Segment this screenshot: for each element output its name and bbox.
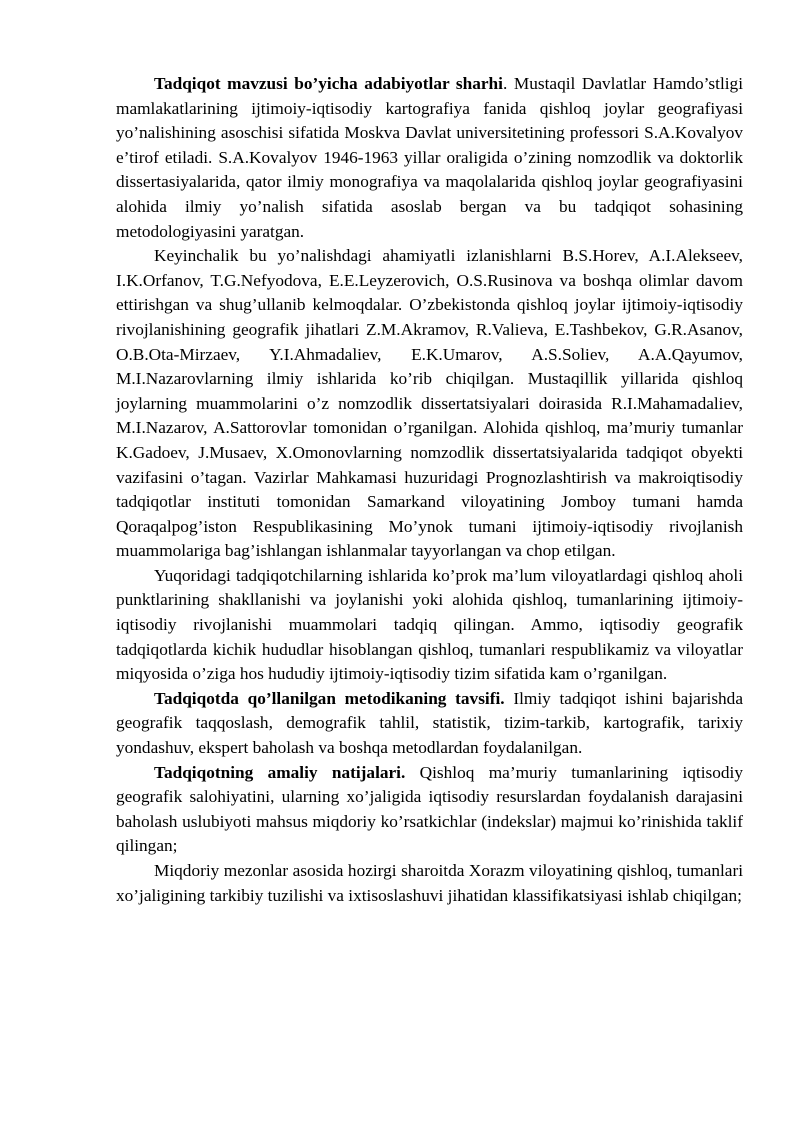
paragraph-methodology bbox=[116, 687, 743, 761]
paragraph-heading: Tadqiqotning amaliy natijalari. bbox=[154, 762, 406, 782]
paragraph-research-gaps bbox=[116, 564, 743, 687]
paragraph-heading: Tadqiqot mavzusi bo’yicha adabiyotlar sharhi bbox=[154, 74, 503, 93]
paragraph-text: Yuqoridagi tadqiqotchilarning ishlarida ko’prok ma’lum viloyatlardagi qishloq aholi punktlarining shakllanishi va joylanishi yoki alohida qishloq, tumanlarining ijtimoiy-iqtisodiy rivojlanishi muammolari tadqiq qilingan. Ammo, iqtisodiy geografik tadqiqotlarda kichik hududlar hisoblangan qishloq, tumanlari respublikamiz va viloyatlar miqyosida o’ziga hos hududiy ijtimoiy-iqtisodiy tizim sifatida kam o’rganilgan. bbox=[116, 565, 743, 684]
paragraph-text: Ilmiy tadqiqot ishini bajarishda geografik taqqoslash, demografik tahlil, statistik, tizim-tarkib, kartografik, tarixiy yondashuv, ekspert baholash va boshqa metodlardan foydalanilgan. bbox=[116, 688, 743, 758]
paragraph-text: Keyinchalik bu yo’nalishdagi ahamiyatli izlanishlarni B.S.Horev, A.I.Alekseev, I.K.Orfanov, T.G.Nefyodova, E.E.Leyzerovich, O.S.Rusinova va boshqa olimlar davom ettirishgan va shug’ullanib kelmoqdalar. O’zbekistonda qishloq joylar ijtimoiy-iqtisodiy rivojlanishining geografik jihatlari Z.M.Akramov, R.Valieva, E.Tashbekov, G.R.Asanov, O.B.Ota-Mirzaev, Y.I.Ahmadaliev, E.K.Umarov, A.S.Soliev, A.A.Qayumov, M.I.Nazarovlarning ilmiy ishlarida ko’rib chiqilgan. Mustaqillik yillarida qishloq joylarning muammolarini o’z nomzodlik dissertatsiyalari doirasida R.I.Mahamadaliev, M.I.Nazarov, A.Sattorovlar tomonidan o’rganilgan. Alohida qishloq, ma’muriy tumanlar K.Gadoev, J.Musaev, X.Omonovlarning nomzodlik dissertatsiyalarida tadqiqot obyekti vazifasini o’tagan. Vazirlar Mahkamasi huzuridagi Prognozlashtirish va makroiqtisodiy tadqiqotlar instituti tomonidan Samarkand viloyatining Jomboy tumani hamda Qoraqalpog’iston Respublikasining Mo’ynok tumani ijtimoiy-iqtisodiy rivojlanish muammolariga bag’ishlangan ishlanmalar tayyorlangan va chop etilgan. bbox=[116, 246, 743, 561]
paragraph-classification bbox=[116, 859, 743, 908]
paragraph-text: . Mustaqil Davlatlar Hamdo’stligi mamlakatlarining ijtimoiy-iqtisodiy kartografiya fanida qishloq joylar geografiyasi yo’nalishining asoschisi sifatida Moskva Davlat universitetining professori S.A.Kovalyov e’tirof etiladi. S.A.Kovalyov 1946-1963 yillar oraligida o’zining nomzodlik va doktorlik dissertasiyalarida, qator ilmiy monografiya va maqolalarida qishloq joylar geografiyasini alohida ilmiy yo’nalish sifatida asoslab bergan va bu tadqiqot sohasining metodologiyasini yaratgan. bbox=[116, 74, 743, 241]
paragraph-literature-review bbox=[116, 72, 743, 244]
paragraph-text: Qishloq ma’muriy tumanlarining iqtisodiy geografik salohiyatini, ularning xo’jaligida iqtisodiy resurslardan foydalanish darajasini baholash uslubiyoti mahsus miqdoriy ko’rsatkichlar (indekslar) majmui ko’rinishida taklif qilingan; bbox=[116, 762, 743, 856]
paragraph-heading: Tadqiqotda qo’llanilgan metodikaning tavsifi. bbox=[154, 688, 505, 708]
paragraph-researchers bbox=[116, 244, 743, 564]
paragraph-text: Miqdoriy mezonlar asosida hozirgi sharoitda Xorazm viloyatining qishloq, tumanlari xo’jaligining tarkibiy tuzilishi va ixtisoslashuvi jihatidan klassifikatsiyasi ishlab chiqilgan; bbox=[116, 861, 743, 905]
paragraph-practical-results bbox=[116, 761, 743, 859]
